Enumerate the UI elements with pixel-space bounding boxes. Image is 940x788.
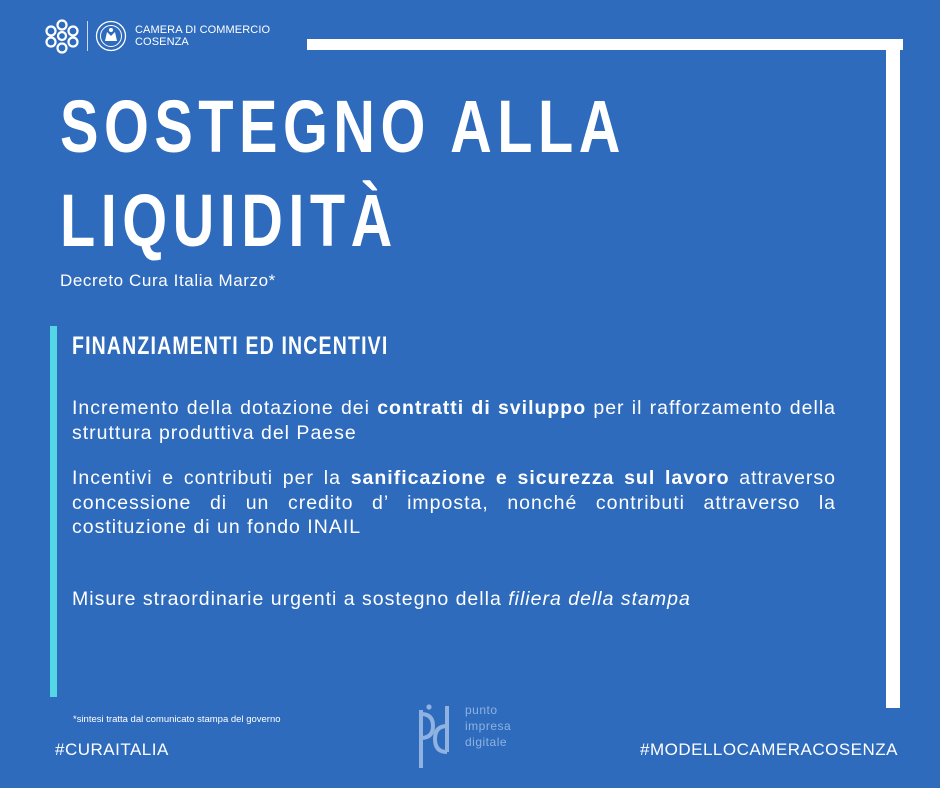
pid-line1: punto <box>465 703 498 717</box>
title-line2: LIQUIDITÀ <box>60 179 398 262</box>
title-line1: SOSTEGNO ALLA <box>60 85 626 168</box>
pid-line2: impresa <box>465 719 512 733</box>
paragraph-2-post: attraverso concessione di un credito d’ imposta, nonché contributi attraverso la costituzione di un fondo INAIL <box>72 467 836 538</box>
paragraph-1 <box>72 396 836 445</box>
frame-top-border <box>307 39 903 50</box>
cosenza-knot-icon <box>44 18 80 54</box>
paragraph-2-bold: sanificazione e sicurezza sul lavoro <box>350 467 730 489</box>
paragraph-3 <box>72 587 836 612</box>
logo-divider <box>87 21 88 51</box>
frame-right-border <box>886 39 900 708</box>
pid-logo-icon <box>415 702 455 772</box>
org-name <box>135 24 270 48</box>
paragraph-2-pre: Incentivi e contributi per la <box>72 467 351 489</box>
pid-logo <box>415 702 511 772</box>
footnote: *sintesi tratta dal comunicato stampa del governo <box>73 714 281 725</box>
pid-line3: digitale <box>465 735 508 749</box>
paragraph-1-bold: contratti di sviluppo <box>377 397 587 419</box>
paragraph-1-pre: Incremento della dotazione dei <box>72 397 378 419</box>
chamber-seal-icon <box>95 20 127 52</box>
paragraph-3-italic: filiera della stampa <box>508 588 691 610</box>
hashtag-curaitalia: #CURAITALIA <box>55 740 169 759</box>
org-name-line2: COSENZA <box>135 36 189 48</box>
org-name-line1: CAMERA DI COMMERCIO <box>135 24 271 36</box>
pid-text <box>465 702 511 772</box>
hashtag-modellocameracosenza: #MODELLOCAMERACOSENZA <box>640 740 898 759</box>
page-title <box>60 80 626 268</box>
header-logo <box>44 18 270 54</box>
accent-bar <box>50 326 57 697</box>
paragraph-3-pre: Misure straordinarie urgenti a sostegno della <box>72 588 509 610</box>
paragraph-1-post: per il rafforzamento della struttura produttiva del Paese <box>72 397 836 444</box>
section-title: FINANZIAMENTI ED INCENTIVI <box>72 332 389 360</box>
subtitle: Decreto Cura Italia Marzo* <box>60 271 276 290</box>
paragraph-2 <box>72 466 836 540</box>
